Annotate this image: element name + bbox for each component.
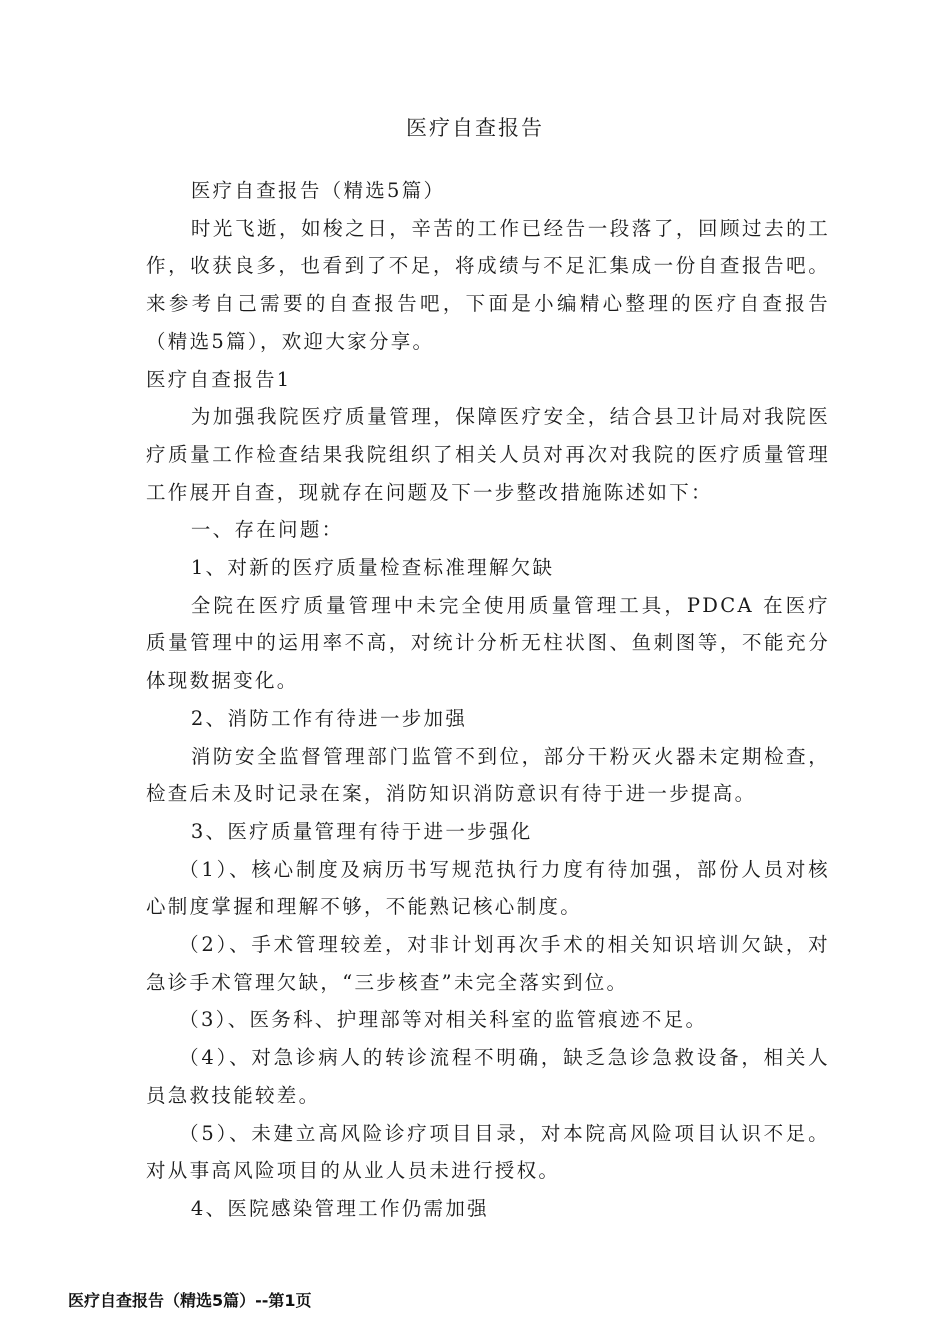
body-paragraph: 消防安全监督管理部门监管不到位，部分干粉灭火器未定期检查，检查后未及时记录在案，消防知识消防意识有待于进一步提高。	[146, 744, 830, 806]
subtitle-paragraph: 医疗自查报告（精选5篇）	[190, 179, 446, 202]
document-title: 医疗自查报告	[406, 116, 544, 140]
sub-item-paragraph: （1）、核心制度及病历书写规范执行力度有待加强，部份人员对核心制度掌握和理解不够，不能熟记核心制度。	[146, 857, 830, 919]
page-footer: 医疗自查报告（精选5篇）--第1页	[68, 1291, 312, 1310]
section-heading: 医疗自查报告1	[146, 367, 292, 391]
body-paragraph: 为加强我院医疗质量管理，保障医疗安全，结合县卫计局对我院医疗质量工作检查结果我院组织了相关人员对再次对我院的医疗质量管理工作展开自查，现就存在问题及下一步整改措施陈述如下：	[146, 405, 830, 504]
sub-item-paragraph: （2）、手术管理较差，对非计划再次手术的相关知识培训欠缺，对急诊手术管理欠缺，“三步核查”未完全落实到位。	[146, 933, 830, 994]
document-body	[146, 172, 830, 1228]
item-heading: 3、医疗质量管理有待于进一步强化	[190, 819, 533, 843]
item-heading: 2、消防工作有待进一步加强	[190, 706, 468, 730]
intro-paragraph: 时光飞逝，如梭之日，辛苦的工作已经告一段落了，回顾过去的工作，收获良多，也看到了不足，将成绩与不足汇集成一份自查报告吧。来参考自己需要的自查报告吧，下面是小编精心整理的医疗自查报告（精选5篇），欢迎大家分享。	[146, 216, 830, 353]
item-heading: 4、医院感染管理工作仍需加强	[190, 1196, 489, 1220]
item-heading: 1、对新的医疗质量检查标准理解欠缺	[190, 556, 555, 580]
sub-item-paragraph: （3）、医务科、护理部等对相关科室的监管痕迹不足。	[179, 1008, 708, 1032]
section-heading: 一、存在问题：	[190, 518, 344, 542]
body-paragraph: 全院在医疗质量管理中未完全使用质量管理工具，PDCA 在医疗质量管理中的运用率不高，对统计分析无柱状图、鱼刺图等，不能充分体现数据变化。	[146, 593, 830, 693]
sub-item-paragraph: （4）、对急诊病人的转诊流程不明确，缺乏急诊急救设备，相关人员急救技能较差。	[146, 1046, 830, 1107]
sub-item-paragraph: （5）、未建立高风险诊疗项目目录，对本院高风险项目认识不足。对从事高风险项目的从业人员未进行授权。	[146, 1121, 830, 1183]
